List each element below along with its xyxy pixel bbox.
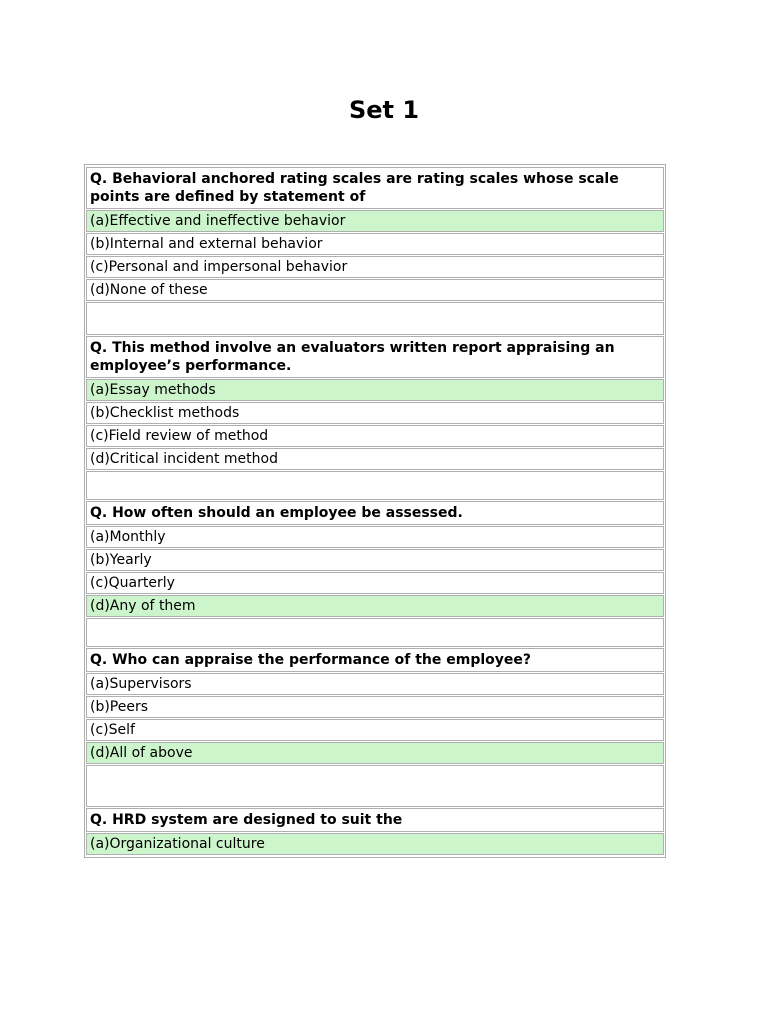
q4-option-a: (a)Supervisors <box>86 673 664 695</box>
q3-option-c: (c)Quarterly <box>86 572 664 594</box>
question-5: Q. HRD system are designed to suit the <box>86 808 664 832</box>
q1-option-d: (d)None of these <box>86 279 664 301</box>
q2-option-a: (a)Essay methods <box>86 379 664 401</box>
question-1: Q. Behavioral anchored rating scales are rating scales whose scale points are defined by statement of <box>86 167 664 209</box>
page-title: Set 1 <box>348 96 420 124</box>
spacer-row <box>86 765 664 807</box>
q2-option-d: (d)Critical incident method <box>86 448 664 470</box>
q3-option-d: (d)Any of them <box>86 595 664 617</box>
spacer-row <box>86 302 664 335</box>
spacer-row <box>86 471 664 500</box>
q5-option-a: (a)Organizational culture <box>86 833 664 855</box>
quiz-table <box>84 164 666 858</box>
question-2: Q. This method involve an evaluators written report appraising an employee’s performance. <box>86 336 664 378</box>
q4-option-c: (c)Self <box>86 719 664 741</box>
q1-option-a: (a)Effective and ineffective behavior <box>86 210 664 232</box>
q4-option-d: (d)All of above <box>86 742 664 764</box>
q2-option-c: (c)Field review of method <box>86 425 664 447</box>
q3-option-a: (a)Monthly <box>86 526 664 548</box>
q2-option-b: (b)Checklist methods <box>86 402 664 424</box>
q1-option-c: (c)Personal and impersonal behavior <box>86 256 664 278</box>
q4-option-b: (b)Peers <box>86 696 664 718</box>
q3-option-b: (b)Yearly <box>86 549 664 571</box>
question-3: Q. How often should an employee be assessed. <box>86 501 664 525</box>
question-4: Q. Who can appraise the performance of the employee? <box>86 648 664 672</box>
spacer-row <box>86 618 664 647</box>
q1-option-b: (b)Internal and external behavior <box>86 233 664 255</box>
